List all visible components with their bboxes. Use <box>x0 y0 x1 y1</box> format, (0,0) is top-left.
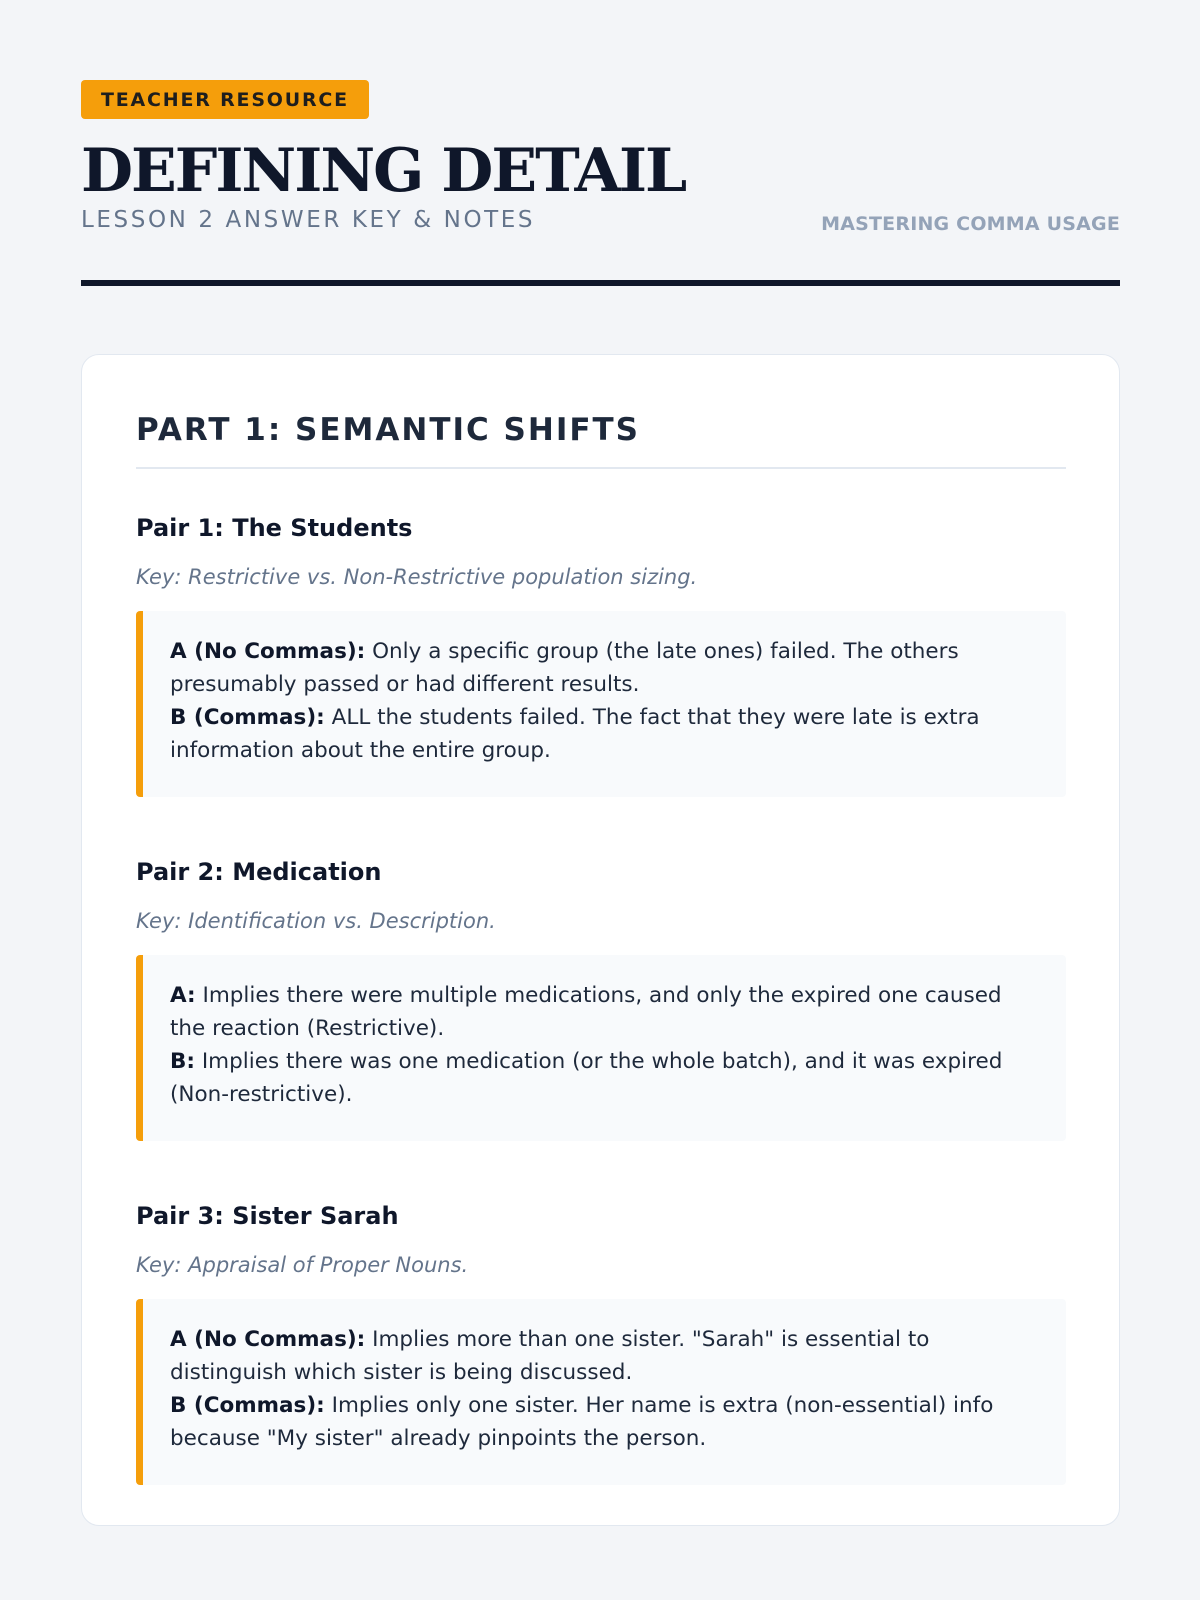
answer-box <box>136 1299 1066 1485</box>
page-title: DEFINING DETAIL <box>81 136 686 206</box>
answer-box <box>136 955 1066 1141</box>
answer-b <box>170 1045 1036 1111</box>
answer-a-text: Only a specific group (the late ones) failed. The others presumably passed or had different results. <box>170 639 959 697</box>
answer-a-label: A: <box>170 983 196 1008</box>
answer-key-card <box>81 354 1120 1526</box>
answer-b <box>170 1389 1036 1455</box>
subtitle-row <box>81 207 1120 241</box>
page-subtitle: LESSON 2 ANSWER KEY & NOTES <box>81 207 536 233</box>
answer-b-label: B: <box>170 1049 195 1074</box>
answer-a-label: A (No Commas): <box>170 639 366 664</box>
answer-a-text: Implies more than one sister. "Sarah" is essential to distinguish which sister is being discussed. <box>170 1327 930 1385</box>
answer-b-text: ALL the students failed. The fact that they were late is extra information about the entire group. <box>170 705 980 763</box>
answer-b-text: Implies only one sister. Her name is extra (non-essential) info because "My sister" already pinpoints the person. <box>170 1393 994 1451</box>
pair-title: Pair 1: The Students <box>136 514 413 542</box>
pair-key: Key: Identification vs. Description. <box>136 909 496 933</box>
pair-section <box>136 513 1066 797</box>
pair-section <box>136 857 1066 1141</box>
answer-b-label: B (Commas): <box>170 1393 325 1418</box>
answer-a <box>170 635 1036 701</box>
answer-b <box>170 701 1036 767</box>
series-label: MASTERING COMMA USAGE <box>821 213 1120 235</box>
answer-a <box>170 979 1036 1045</box>
answer-b-label: B (Commas): <box>170 705 325 730</box>
pair-section <box>136 1201 1066 1485</box>
pair-title: Pair 3: Sister Sarah <box>136 1202 399 1230</box>
header-divider <box>81 280 1120 286</box>
pair-key: Key: Appraisal of Proper Nouns. <box>136 1253 469 1277</box>
part-heading: PART 1: SEMANTIC SHIFTS <box>136 411 1066 469</box>
page <box>81 80 1120 1451</box>
answer-box <box>136 611 1066 797</box>
pair-title: Pair 2: Medication <box>136 858 382 886</box>
teacher-resource-badge: TEACHER RESOURCE <box>81 80 369 119</box>
answer-a <box>170 1323 1036 1389</box>
answer-b-text: Implies there was one medication (or the whole batch), and it was expired (Non-restrictive). <box>170 1049 1003 1107</box>
pair-key: Key: Restrictive vs. Non-Restrictive population sizing. <box>136 565 698 589</box>
answer-a-text: Implies there were multiple medications, and only the expired one caused the reaction (Restrictive). <box>170 983 1002 1041</box>
answer-a-label: A (No Commas): <box>170 1327 366 1352</box>
